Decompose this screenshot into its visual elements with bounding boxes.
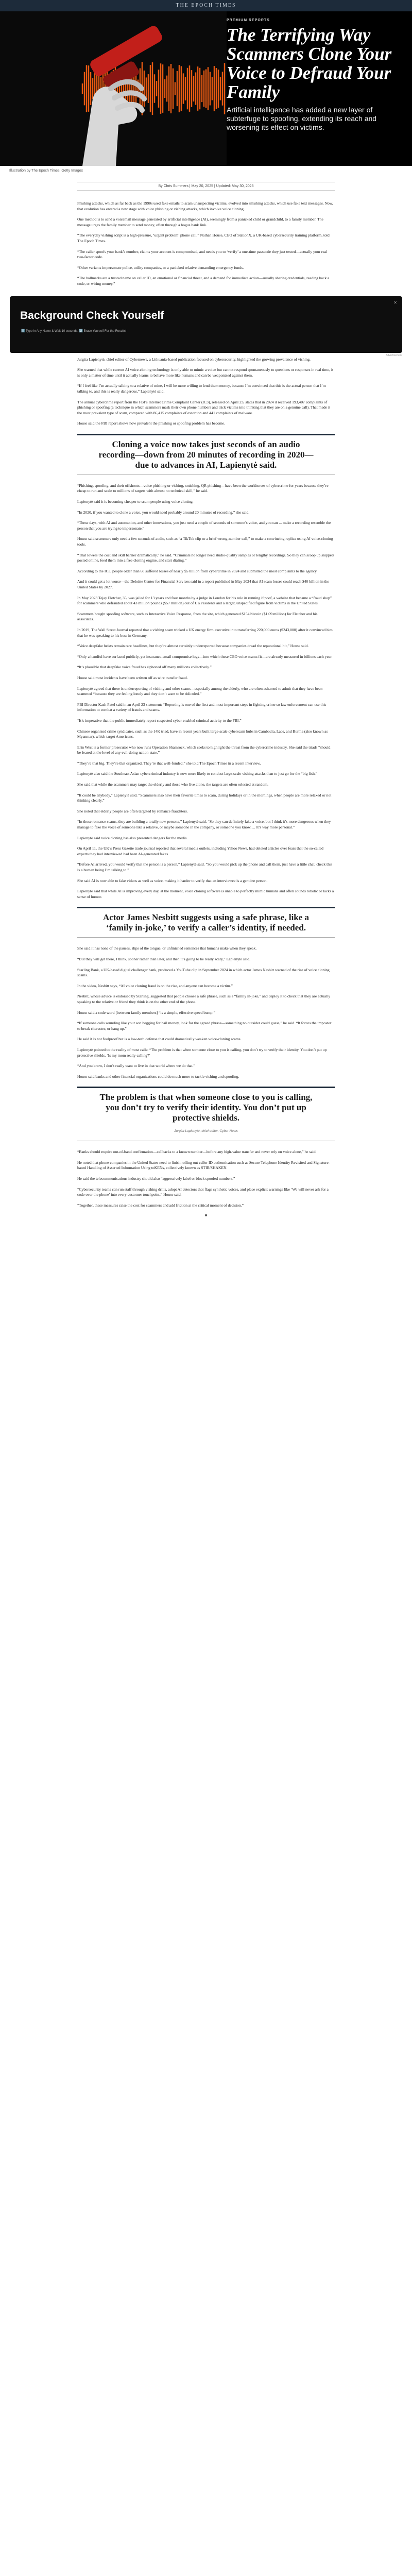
paragraph-group-e: [77, 1149, 335, 1208]
article-paragraph: “It’s plausible that deepfake voice fraud has siphoned off many millions collectively.”: [77, 665, 212, 670]
article-paragraph: She said that while the scammers may target the elderly and those who live alone, the targets are often selected at random.: [77, 782, 269, 787]
article-paragraph: She noted that elderly people are often targeted by romance fraudsters.: [77, 808, 188, 814]
article-paragraph: House said banks and other financial organizations could do much more to tackle vishing and spoofing.: [77, 1074, 239, 1079]
hero-kicker[interactable]: PREMIUM REPORTS: [227, 19, 270, 22]
article-paragraph: House said the FBI report shows how prevalent the phishing or spoofing problem has become.: [77, 421, 226, 426]
article-title: The Terrifying Way Scammers Clone Your Voice to Defraud Your Family: [227, 25, 392, 102]
article-paragraph: Lapienytė pointed to the reality of most calls: “The problem is that when someone close to you is calling, you don’t try to verify their identity. You don’t put up protective shields. ‘Is my mom really calling?’: [77, 1047, 327, 1058]
article-paragraph: Starling Bank, a UK-based digital challenger bank, produced a YouTube clip in September 2024 in which actor James Nesbitt warned of the rise of voice cloning scams.: [77, 967, 330, 978]
pull-quote: [77, 1087, 335, 1141]
article-paragraph: “It could be anybody,” Lapienytė said. “Scammers also have their favorite times to scam, during holidays or in the mornings, when people are more relaxed or not thinking clearly.”: [77, 792, 332, 803]
article-paragraph: He said the telecommunications industry should also “aggressively label or block spoofed numbers.”: [77, 1176, 235, 1181]
pull-quote: Actor James Nesbitt suggests using a safe phrase, like a ‘family in-joke,’ to verify a caller’s identity, if needed.: [77, 907, 335, 938]
article-paragraph: “These days, with AI and automation, and other innovations, you just need a couple of seconds of someone’s voice, and you can ... make a recording resemble the person that you are trying to impersonate.”: [77, 520, 331, 531]
article-paragraph: “Before AI arrived, you would verify that the person is a person,” Lapienytė said. “So you would pick up the phone and call them, just have a little chat, check this is a human being I’m talking to.”: [77, 862, 332, 872]
article-paragraph: In 2019, The Wall Street Journal reported that a vishing scam tricked a UK energy firm executive into transferring 220,000 euros ($243,000) after it convinced him that he was speaking to his boss in Germany.: [77, 627, 333, 638]
masthead[interactable]: THE EPOCH TIMES: [0, 0, 412, 11]
ad-title[interactable]: Background Check Yourself: [20, 309, 164, 321]
article-paragraph: “Only a handful have surfaced publicly, yet insurance-email compromise logs—into which these CEO voice scams fit—are already measured in billions each year.: [77, 654, 333, 659]
article-paragraph: Lapienytė agreed that there is underreporting of vishing and other scams—especially among the elderly, who are often ashamed to admit that they have been scammed “because they are feeling lonely and they don’t want to be ridiculed.”: [77, 686, 323, 697]
article-paragraph: “It’s imperative that the public immediately report suspected cyber-enabled criminal activity to the FBI.”: [77, 718, 242, 723]
article-paragraph: “But they will get there, I think, sooner rather than later, and then it’s going to be really scary,” Lapienytė said.: [77, 956, 250, 961]
hero-caption: Illustration by The Epoch Times, Getty Images: [9, 169, 83, 173]
article-paragraph: House said most incidents have been written off as wire transfer fraud.: [77, 675, 188, 680]
hero-banner: [0, 11, 412, 166]
article-paragraph: “If someone calls sounding like your son begging for bail money, look for the agreed phrase—something no outsider could guess,” he said. “It forces the impostor to break character, or hang up.”: [77, 1021, 332, 1031]
article-paragraph: Chinese organized crime syndicates, such as the 14K triad, have in recent years built large-scale cyberscam hubs in Cambodia, Laos, and Burma (also known as Myanmar), which target Americans.: [77, 728, 328, 739]
article-paragraph: Lapienytė said voice cloning has also presented dangers for the media.: [77, 835, 188, 840]
byline: By Chris Summers | May 20, 2025 | Updated: May 30, 2025: [77, 182, 335, 191]
article-paragraph: “The caller spoofs your bank’s number, claims your account is compromised, and needs you to ‘verify’ a one-time passcode they just texted—actually your real two-factor code.: [77, 249, 328, 260]
ad-steps: 1️⃣ Type in Any Name & Wait 10 seconds. 2️⃣ Brace Yourself For the Results!: [21, 329, 127, 333]
end-mark: ■: [204, 1213, 208, 1218]
advertisement-banner[interactable]: [10, 296, 402, 353]
article-paragraph: “Voice deepfake heists remain rare headlines, but they’re almost certainly underreported because companies dread the reputational hit,” House said.: [77, 643, 309, 649]
article-paragraph: She warned that while current AI voice-cloning technology is only able to mimic a voice but cannot respond spontaneously to questions or responses in real time, it is only a matter of time until it actually learns to behave more like humans and can be weaponized against them.: [77, 367, 334, 378]
article-paragraph: House said scammers only need a few seconds of audio, such as “a TikTok clip or a brief wrong-number call,” to make a convincing replica using AI voice-cloning tools.: [77, 536, 333, 547]
article-paragraph: “Other variants impersonate police, utility companies, or a panicked relative demanding emergency funds.: [77, 265, 244, 270]
article-paragraph: “Phishing, spoofing, and their offshoots—voice phishing or vishing, smishing, QR phishing—have been the workhorses of cybercrime for years because they’re cheap to run and scale to millions of targets with almost no technical skill,” he said.: [77, 483, 329, 494]
close-icon[interactable]: ✕: [393, 300, 397, 305]
ad-label: Advertisement: [386, 353, 402, 357]
article-paragraph: Lapienytė also said the Southeast Asian cybercriminal industry is now more likely to conduct large-scale vishing attacks than to just go for the “big fish.”: [77, 771, 318, 776]
paragraph-group-a: [77, 201, 335, 287]
article-paragraph: Lapienytė said that while AI is improving every day, at the moment, voice cloning software is unable to perfectly mimic humans and often sounds robotic or lacks a sense of humor.: [77, 889, 334, 899]
paragraph-group-c: [77, 483, 335, 900]
pull-quote: Cloning a voice now takes just seconds of an audio recording—down from 20 minutes of recording in 2020—due to advances in AI, Lapienytė said.: [77, 434, 335, 475]
article-paragraph: Phishing attacks, which as far back as the 1990s used fake emails to scam unsuspecting victims, evolved into smishing attacks, which use fake text messages. Now, that evolution has entered a new stage with voice phishing or vishing attacks, which involve voice cloning.: [77, 201, 333, 211]
hero-illustration: [0, 11, 227, 166]
article-paragraph: “Together, these measures raise the cost for scammers and add friction at the critical moment of decision.”: [77, 1202, 244, 1208]
article-paragraph: She said it has none of the pauses, slips of the tongue, or unfinished sentences that humans make when they speak.: [77, 946, 257, 951]
article-paragraph: “Banks should require out-of-band confirmation—callbacks to a known number—before any high-value transfer and never rely on voice alone,” he said.: [77, 1149, 317, 1155]
hero-text-block: [227, 11, 402, 132]
article-paragraph: He said it is not foolproof but is a low-tech defense that could dramatically weaken voice-cloning scams.: [77, 1037, 242, 1042]
paragraph-group-b: [77, 357, 335, 427]
article-paragraph: “The everyday vishing script is a high-pressure, ‘urgent problem’ phone call,” Nathan House, CEO of StationX, a UK-based cybersecurity training platform, told The Epoch Times.: [77, 233, 330, 243]
article-paragraph: She said AI is now able to fake videos as well as voice, making it harder to verify that an interviewee is a genuine person.: [77, 878, 268, 883]
pull-quote-attribution: Jurgita Lapienytė, chief editor, Cyber News: [174, 1129, 238, 1133]
article-paragraph: “In those romance scams, they are building a totally new persona,” Lapienytė said. “So they can definitely fake a voice, but I think it’s more dangerous when they manage to fake the voice of someone like a relative, or maybe someone in the company, or someone you know. ... It’s way more personal.”: [77, 819, 331, 830]
article-paragraph: Jurgita Lapienytė, chief editor of Cybernews, a Lithuania-based publication focused on cybersecurity, highlighted the growing prevalence of vishing.: [77, 357, 311, 362]
article-paragraph: One method is to send a voicemail message generated by artificial intelligence (AI), seemingly from a panicked child or grandchild, to a family member. The message urges the family member to send money, often through a bogus bank link.: [77, 217, 323, 227]
article-paragraph: “The hallmarks are a trusted name on caller ID, an emotional or financial threat, and a demand for immediate action—usually sharing credentials, reading back a code, or wiring money.”: [77, 276, 330, 286]
article-paragraph: In May 2023 Tejay Fletcher, 35, was jailed for 13 years and four months by a judge in London for his role in running iSpoof, a website that became a “fraud shop” for scammers who defrauded about 43 million pounds ($57 million) out of UK residents and a larger, unspecified figure from victims in the United States.: [77, 595, 332, 606]
article-paragraph: Erin West is a former prosecutor who now runs Operation Shamrock, which seeks to highlight the threat from the cybercrime industry. She said the triads “should be feared at the level of any evil-doing nation-state.”: [77, 744, 331, 755]
article-paragraph: “If I feel like I’m actually talking to a relative of mine, I will be more willing to lend them money, because I’m convinced that this is the actual person that I’m talking to, and this is really dangerous,” Lapienytė said.: [77, 383, 326, 394]
article-paragraph: Scammers bought spoofing software, such as Interactive Voice Response, from the site, which generated $154 bitcoin ($1.09 million) for Fletcher and his associates.: [77, 611, 318, 622]
article-body: [77, 357, 335, 1218]
pull-quote-text: The problem is that when someone close to you is calling, you don’t try to verify their identity. You don’t put up protective shields.: [99, 1092, 313, 1123]
article-paragraph: Lapienytė said it is becoming cheaper to scam people using voice cloning.: [77, 499, 194, 504]
article-paragraph: On April 11, the UK’s Press Gazette trade journal reported that several media outlets, including Yahoo News, had deleted articles over fears that the so-called experts they had interviewed had been AI-generated fakes.: [77, 846, 323, 856]
article-paragraph: “Cybersecurity teams can run staff through vishing drills, adopt AI detectors that flags synthetic voices, and place explicit warnings like ‘We will never ask for a code over the phone’ into every customer touchpoint,” House said.: [77, 1187, 329, 1197]
article-paragraph: Nesbitt, whose advice is endorsed by Starling, suggested that people choose a safe phrase, such as a “family in-joke,” and deploy it to check that they are actually speaking to the relative or friend they think is on the other end of the phone.: [77, 994, 331, 1004]
article-paragraph: “They’re that big. They’re that organized. They’re that well-funded,” she told The Epoch Times in a recent interview.: [77, 760, 261, 766]
article-paragraph: FBI Director Kash Patel said in an April 23 statement: “Reporting is one of the first and most important steps in fighting crime so law enforcement can use this information to combat a variety of frauds and scams.: [77, 702, 327, 713]
article-paragraph: “That lowers the cost and skill barrier dramatically,” he said. “Criminals no longer need studio-quality samples or lengthy recordings. So they can scoop up snippets posted online, feed them into a free cloning engine, and start dialing.”: [77, 552, 335, 563]
article-paragraph: House said a code word [between family members] “is a simple, effective speed bump.”: [77, 1010, 215, 1015]
article-paragraph: And it could get a lot worse—the Deloitte Center for Financial Services said in a report published in May 2024 that AI scam losses could reach $40 billion in the United States by 2027.: [77, 579, 330, 589]
article-paragraph: The annual cybercrime report from the FBI’s Internet Crime Complaint Center (IC3), released on April 23, states that in 2024 it received 193,407 complaints of phishing or spoofing (a technique in which scammers mask their own phone numbers and trick victims into thinking that they are on a genuine call). That made it the most prevalent type of scam, compared with 86,415 complaints of extortion and 441 complaints of malware.: [77, 399, 331, 415]
article-body-intro: [77, 201, 335, 287]
article-subtitle: Artificial intelligence has added a new layer of subterfuge to spoofing, extending its reach and worsening its effect on victims.: [227, 106, 377, 131]
article-paragraph: He noted that phone companies in the United States need to finish rolling out caller ID authentication such as Secure Telephone Identity Revisited and Signature-based Handling of Asserted Information Using toKENs, collectively known as STIR/SHAKEN.: [77, 1160, 330, 1171]
article-paragraph: According to the IC3, people older than 60 suffered losses of nearly $5 billion from cybercrime in 2024 and submitted the most complaints to the agency.: [77, 568, 318, 573]
article-paragraph: “In 2020, if you wanted to clone a voice, you would need probably around 20 minutes of recording,” she said.: [77, 510, 250, 515]
article-paragraph: In the video, Nesbitt says, “AI voice cloning fraud is on the rise, and anyone can become a victim.”: [77, 983, 233, 988]
article-paragraph: “And you know, I don’t really want to live in that world where we do that.”: [77, 1063, 196, 1069]
paragraph-group-d: [77, 946, 335, 1079]
